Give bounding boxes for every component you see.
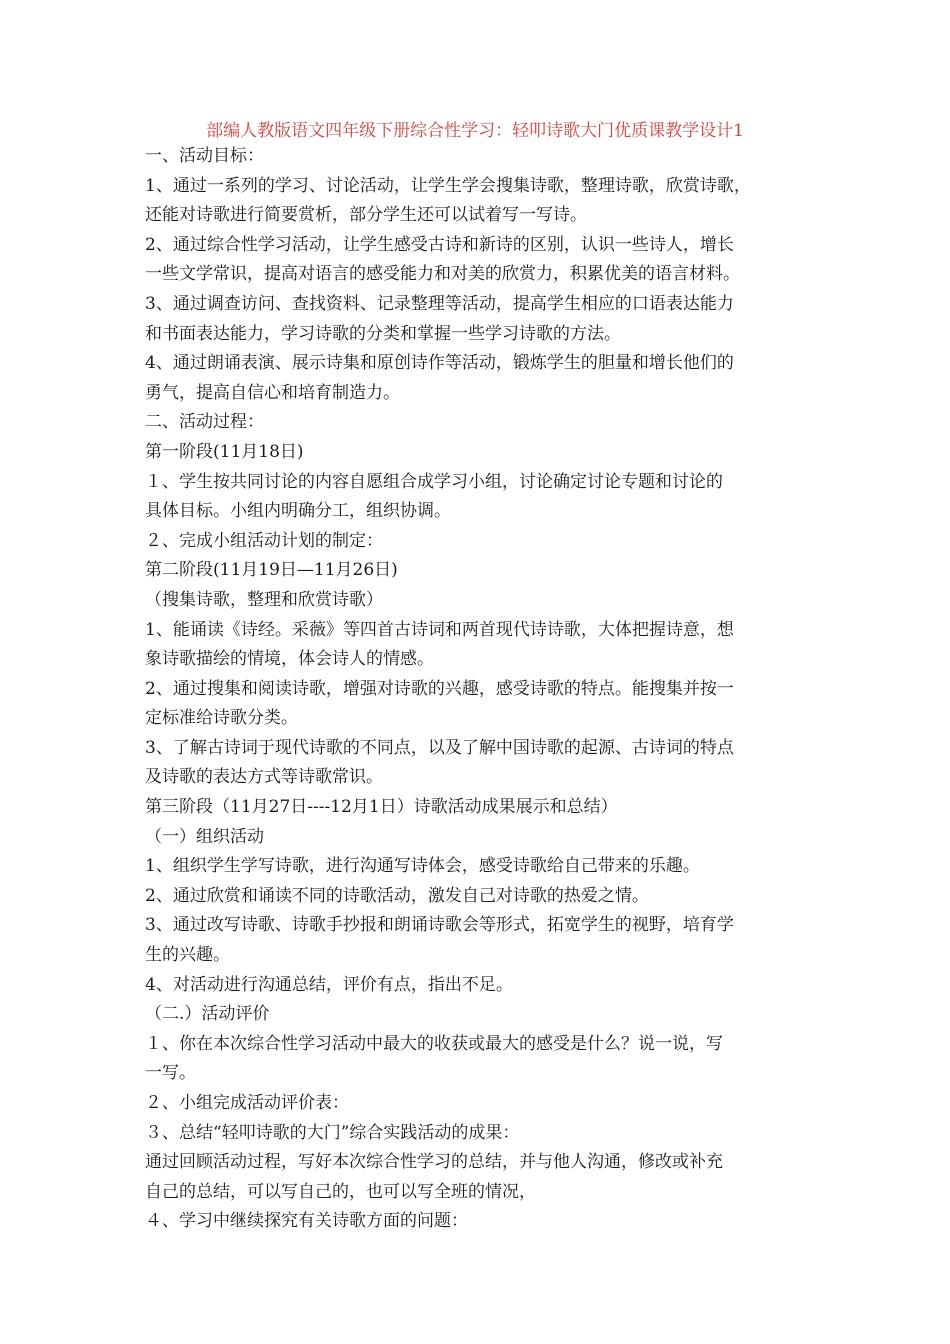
text-line: 2、通过综合性学习活动，让学生感受古诗和新诗的区别，认识一些诗人，增长 (145, 234, 734, 255)
text-line: 1、通过一系列的学习、讨论活动，让学生学会搜集诗歌，整理诗歌，欣赏诗歌， (145, 175, 751, 196)
text-line: 一写。 (145, 1063, 196, 1084)
text-line: 自己的总结，可以写自己的，也可以写全班的情况， (145, 1181, 536, 1202)
document-body (145, 142, 810, 1237)
text-line: 生的兴趣。 (145, 945, 230, 966)
text-line: 3、通过改写诗歌、诗歌手抄报和朗诵诗歌会等形式，拓宽学生的视野，培育学 (145, 915, 734, 936)
text-line: （一）组织活动 (145, 826, 264, 847)
document-title: 部编人教版语文四年级下册综合性学习：轻叩诗歌大门优质课教学设计1 (206, 121, 744, 141)
text-line: 1、能诵读《诗经。采薇》等四首古诗词和两首现代诗诗歌，大体把握诗意，想 (145, 619, 734, 640)
text-line: 定标准给诗歌分类。 (145, 708, 298, 729)
text-line: ４、学习中继续探究有关诗歌方面的问题： (145, 1211, 468, 1232)
text-line: （二.）活动评价 (145, 1004, 270, 1025)
text-line: 2、通过欣赏和诵读不同的诗歌活动，激发自己对诗歌的热爱之情。 (145, 885, 649, 906)
text-line: 和书面表达能力，学习诗歌的分类和掌握一些学习诗歌的方法。 (145, 323, 621, 344)
text-line: 还能对诗歌进行简要赏析，部分学生还可以试着写一写诗。 (145, 205, 587, 226)
text-line: 第一阶段(11月18日) (145, 441, 304, 462)
text-line: 二、活动过程： (145, 412, 264, 433)
text-line: 及诗歌的表达方式等诗歌常识。 (145, 767, 383, 788)
text-line: 一些文学常识，提高对语言的感受能力和对美的欣赏力，积累优美的语言材料。 (145, 264, 740, 285)
text-line: １、你在本次综合性学习活动中最大的收获或最大的感受是什么？说一说，写 (145, 1033, 723, 1054)
text-line: 具体目标。小组内明确分工，组织协调。 (145, 501, 451, 522)
text-line: （搜集诗歌，整理和欣赏诗歌） (145, 589, 383, 610)
text-line: 一、活动目标： (145, 146, 264, 166)
text-line: 象诗歌描绘的情境，体会诗人的情感。 (145, 649, 434, 670)
text-line: 2、通过搜集和阅读诗歌，增强对诗歌的兴趣，感受诗歌的特点。能搜集并按一 (145, 678, 734, 699)
text-line: 勇气，提高自信心和培育制造力。 (145, 382, 400, 403)
text-line: １、学生按共同讨论的内容自愿组合成学习小组，讨论确定讨论专题和讨论的 (145, 471, 723, 492)
text-line: 3、通过调查访问、查找资料、记录整理等活动，提高学生相应的口语表达能力 (145, 293, 734, 314)
text-line: ３、总结“轻叩诗歌的大门”综合实践活动的成果： (145, 1122, 520, 1143)
text-line: ２、小组完成活动评价表： (145, 1093, 349, 1113)
text-line: ２、完成小组活动计划的制定： (145, 530, 383, 551)
text-line: 4、对活动进行沟通总结，评价有点，指出不足。 (145, 974, 513, 995)
text-line: 第三阶段（11月27日----12月1日）诗歌活动成果展示和总结） (145, 797, 618, 818)
text-line: 1、组织学生学写诗歌，进行沟通写诗体会，感受诗歌给自己带来的乐趣。 (145, 856, 700, 877)
text-line: 第二阶段(11月19日—11月26日) (145, 560, 398, 581)
text-line: 3、了解古诗词于现代诗歌的不同点，以及了解中国诗歌的起源、古诗词的特点 (145, 737, 734, 758)
text-line: 通过回顾活动过程，写好本次综合性学习的总结，并与他人沟通，修改或补充 (145, 1152, 723, 1173)
text-line: 4、通过朗诵表演、展示诗集和原创诗作等活动，锻炼学生的胆量和增长他们的 (145, 353, 734, 374)
